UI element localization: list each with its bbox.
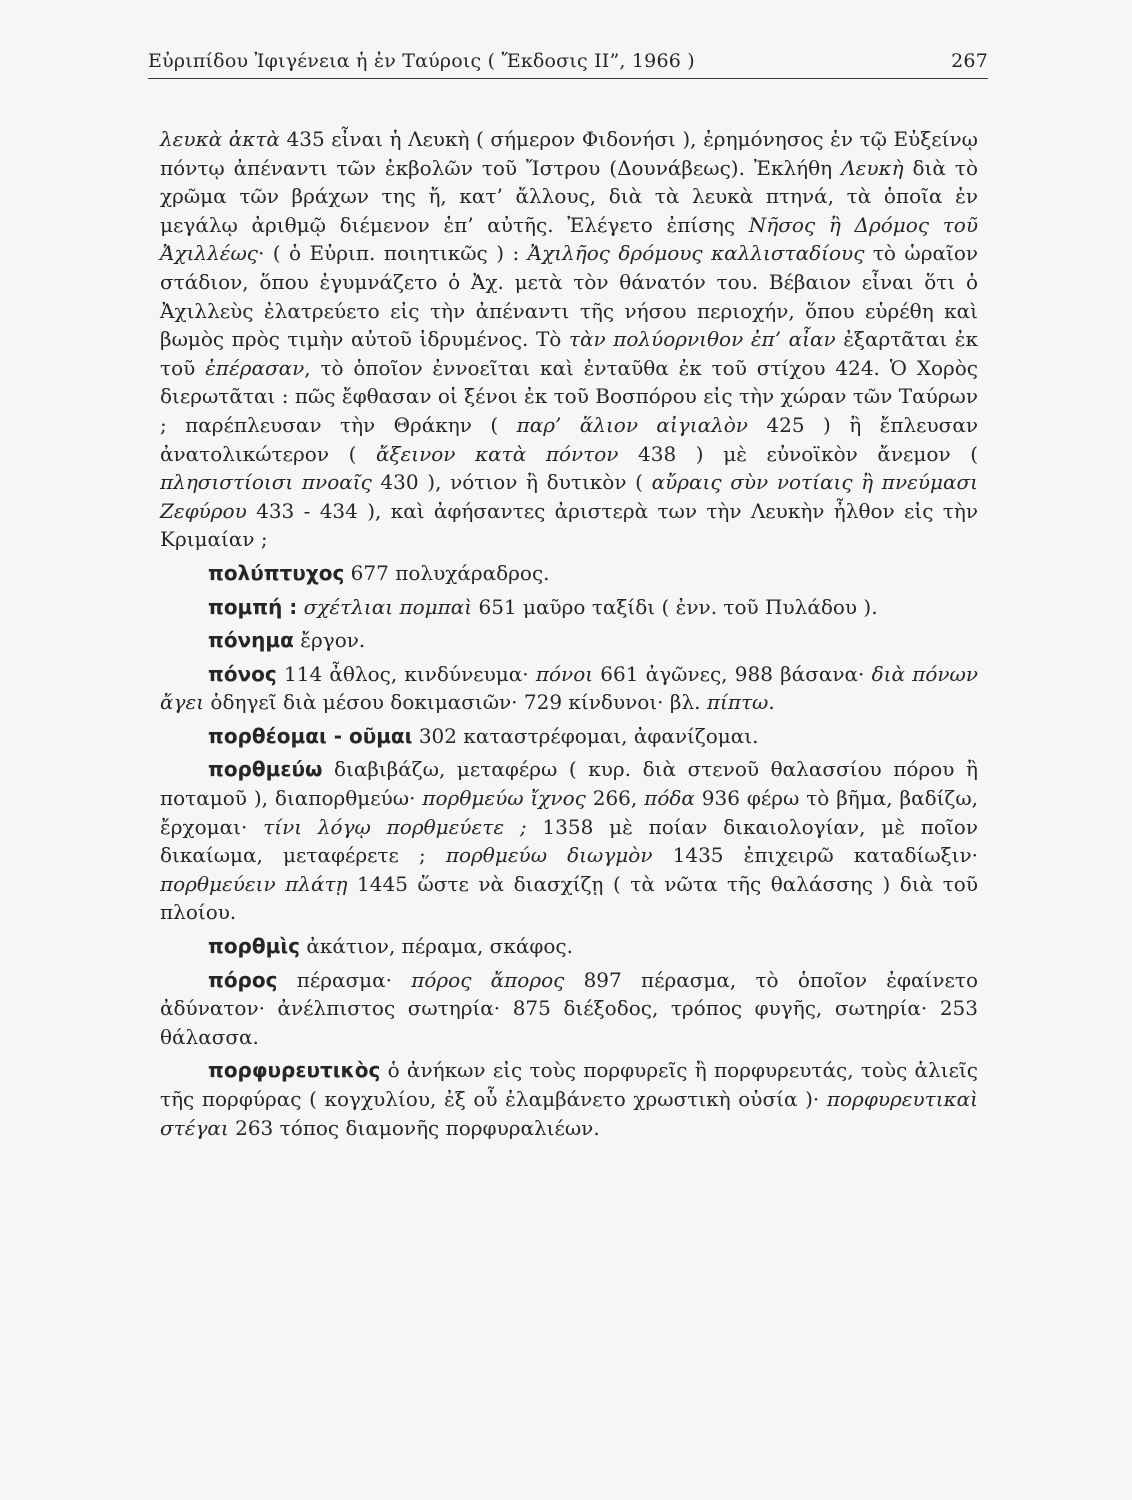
gloss-text: διαβιβάζω, μεταφέρω ( κυρ. διὰ στενοῦ θαλασσίου πόρου ἢ ποταμοῦ ), διαπορθμεύω· bbox=[160, 757, 978, 811]
italic-citation: πορφυρευτικαὶ στέγαι bbox=[160, 1087, 978, 1140]
gloss-text: 897 πέρασμα, τὸ ὁποῖον ἐφαίνετο ἀδύνατον· ἀνέλπιστος σωτηρία· 875 διέξοδος, τρόπος φυγῆς, σωτηρία· 253 θάλασσα. bbox=[160, 967, 979, 1049]
gloss-text: 661 ἀγῶνες, 988 βάσανα· bbox=[593, 661, 872, 686]
gloss-text: ἔργον. bbox=[293, 628, 366, 653]
gloss-text: 425 ) ἢ ἔπλευσαν ἀνατολικώτερον ( bbox=[160, 412, 978, 466]
gloss-text: 302 καταστρέφομαι, ἀφανίζομαι. bbox=[412, 723, 759, 748]
entry-headword: πορθέομαι - οῦμαι bbox=[208, 723, 413, 748]
italic-citation: πορθμεύειν πλάτῃ bbox=[160, 871, 348, 896]
glossary-entry bbox=[160, 660, 978, 717]
gloss-text: 651 μαῦρο ταξίδι ( ἐνν. τοῦ Πυλάδου ). bbox=[472, 594, 878, 619]
glossary-text bbox=[160, 125, 978, 1142]
glossary-entry bbox=[160, 755, 978, 927]
gloss-text: 435 εἶναι ἡ Λευκὴ ( σήμερον Φιδονήσι ), ἐρημόνησος ἐν τῷ Εὐξείνῳ πόντῳ ἀπέναντι τῶν ἐκβολῶν τοῦ Ἴστρου (Δουνάβεως). Ἐκλήθη bbox=[160, 127, 978, 180]
italic-citation: πόδα bbox=[644, 786, 695, 811]
page-number: 267 bbox=[951, 50, 988, 72]
entry-headword: πομπή : bbox=[208, 594, 298, 619]
entry-headword: πολύπτυχος bbox=[208, 560, 345, 585]
italic-citation: διὰ πόνων ἄγει bbox=[160, 661, 979, 715]
gloss-text: 1358 μὲ ποίαν δικαιολογίαν, μὲ ποῖον δικαίωμα, μεταφέρετε ; bbox=[160, 814, 978, 868]
glossary-entry bbox=[160, 559, 978, 588]
italic-citation: πίπτω. bbox=[706, 690, 775, 715]
italic-citation: πόρος ἄπορος bbox=[411, 967, 565, 992]
glossary-entry bbox=[160, 932, 978, 961]
gloss-text: 438 ) μὲ εὐνοϊκὸν ἄνεμον ( bbox=[618, 441, 978, 466]
glossary-entry bbox=[160, 593, 978, 622]
italic-citation: Νῆσος ἢ Δρόμος τοῦ Ἀχιλλέως bbox=[160, 212, 978, 266]
gloss-text: 1435 ἐπιχειρῶ καταδίωξιν· bbox=[652, 843, 979, 868]
italic-citation: σχέτλιαι πομπαὶ bbox=[303, 594, 473, 619]
gloss-text: , τὸ ὁποῖον ἐννοεῖται καὶ ἐνταῦθα ἐκ τοῦ στίχου 424. Ὁ Χορὸς διερωτᾶται : πῶς ἔφθασαν οἱ ξένοι ἐκ τοῦ Βοσπόρου εἰς τὴν χώραν τῶν Ταύρων ; παρέπλευσαν τὴν Θράκην ( bbox=[160, 355, 978, 437]
glossary-entry bbox=[160, 722, 978, 751]
gloss-text: · ( ὁ Εὐριπ. ποιητικῶς ) : bbox=[258, 241, 528, 266]
entry-headword: πόνημα bbox=[208, 628, 294, 653]
entry-headword: πόρος bbox=[208, 967, 278, 992]
gloss-text: 677 πολυχάραδρος. bbox=[344, 560, 550, 585]
entry-headword: πορθμεύω bbox=[208, 757, 323, 782]
italic-citation: ἐπέρασαν bbox=[205, 355, 305, 380]
italic-citation: πορθμεύω ἴχνος bbox=[422, 786, 586, 811]
italic-citation: πόνοι bbox=[535, 661, 594, 686]
glossary-entry bbox=[160, 626, 978, 655]
italic-citation: ἄξεινον κατὰ πόντον bbox=[375, 441, 619, 466]
continued-entry-paragraph bbox=[160, 125, 978, 554]
gloss-text: πέρασμα· bbox=[277, 967, 412, 992]
gloss-text: 263 τόπος διαμονῆς πορφυραλιέων. bbox=[228, 1115, 600, 1140]
italic-citation: Ἀχιλῆος δρόμους καλλισταδίους bbox=[527, 241, 865, 266]
italic-citation: λευκὰ ἀκτὰ bbox=[160, 127, 280, 151]
glossary-entry bbox=[160, 1056, 978, 1142]
glossary-entry bbox=[160, 966, 978, 1052]
gloss-text: 936 φέρω τὸ βῆμα, βαδίζω, ἔρχομαι· bbox=[160, 786, 978, 839]
italic-citation: τὰν πολύορνιθον ἐπ’ αἶαν bbox=[568, 327, 836, 352]
running-header-title: Εὐριπίδου Ἰφιγένεια ἡ ἐν Ταύροις ( Ἔκδοσις ΙΙ”, 1966 ) bbox=[148, 50, 695, 72]
gloss-text: ἐξαρτᾶται ἐκ τοῦ bbox=[160, 327, 978, 380]
gloss-text: 430 ), νότιον ἢ δυτικὸν ( bbox=[371, 470, 652, 495]
gloss-text: 433 - 434 ), καὶ ἀφήσαντες ἀριστερὰ των τὴν Λευκὴν ἦλθον εἰς τὴν Κριμαίαν ; bbox=[160, 498, 978, 552]
gloss-text: 1445 ὥστε νὰ διασχίζῃ ( τὰ νῶτα τῆς θαλάσσης ) διὰ τοῦ πλοίου. bbox=[160, 871, 978, 925]
italic-citation: παρ’ ἅλιον αἰγιαλὸν bbox=[516, 412, 748, 437]
gloss-text: 266, bbox=[585, 786, 645, 811]
gloss-text: ὁ ἀνήκων εἰς τοὺς πορφυρεῖς ἢ πορφυρευτάς, τοὺς ἁλιεῖς τῆς πορφύρας ( κογχυλίου, ἐξ οὗ ἐλαμβάνετο χρωστικὴ οὐσία )· bbox=[160, 1058, 978, 1111]
italic-citation: τίνι λόγῳ πορθμεύετε ; bbox=[263, 814, 527, 839]
gloss-text: 114 ἆθλος, κινδύνευμα· bbox=[276, 661, 536, 686]
entry-headword: πορθμὶς bbox=[208, 934, 300, 959]
running-header bbox=[148, 50, 988, 79]
gloss-text: διὰ τὸ χρῶμα τῶν βράχων της ἤ, κατ’ ἄλλους, διὰ τὰ λευκὰ πτηνά, τὰ ὁποῖα ἐν μεγάλῳ ἀριθμῷ διέμενον ἐπ’ αὐτῆς. Ἐλέγετο ἐπίσης bbox=[160, 155, 978, 237]
gloss-text: ἀκάτιον, πέραμα, σκάφος. bbox=[299, 934, 573, 959]
italic-citation: πλησιστίοισι πνοαῖς bbox=[160, 470, 372, 495]
gloss-text: ὁδηγεῖ διὰ μέσου δοκιμασιῶν· 729 κίνδυνοι· βλ. bbox=[204, 690, 707, 715]
entry-headword: πόνος bbox=[208, 661, 277, 686]
italic-citation: αὔραις σὺν νοτίαις ἢ πνεύμασι Ζεφύρου bbox=[160, 470, 978, 523]
entry-headword: πορφυρευτικὸς bbox=[208, 1058, 381, 1083]
gloss-text: τὸ ὡραῖον στάδιον, ὅπου ἐγυμνάζετο ὁ Ἀχ. μετὰ τὸν θάνατόν του. Βέβαιον εἶναι ὅτι ὁ Ἀχιλλεὺς ἐλατρεύετο εἰς τὴν ἀπέναντι τῆς νήσου περιοχήν, ὅπου εὑρέθη καὶ βωμὸς πρὸς τιμὴν αὐτοῦ ἱδρυμένος. Τὸ bbox=[160, 241, 979, 352]
italic-citation: πορθμεύω διωγμὸν bbox=[445, 843, 653, 868]
italic-citation: Λευκὴ bbox=[841, 155, 904, 180]
